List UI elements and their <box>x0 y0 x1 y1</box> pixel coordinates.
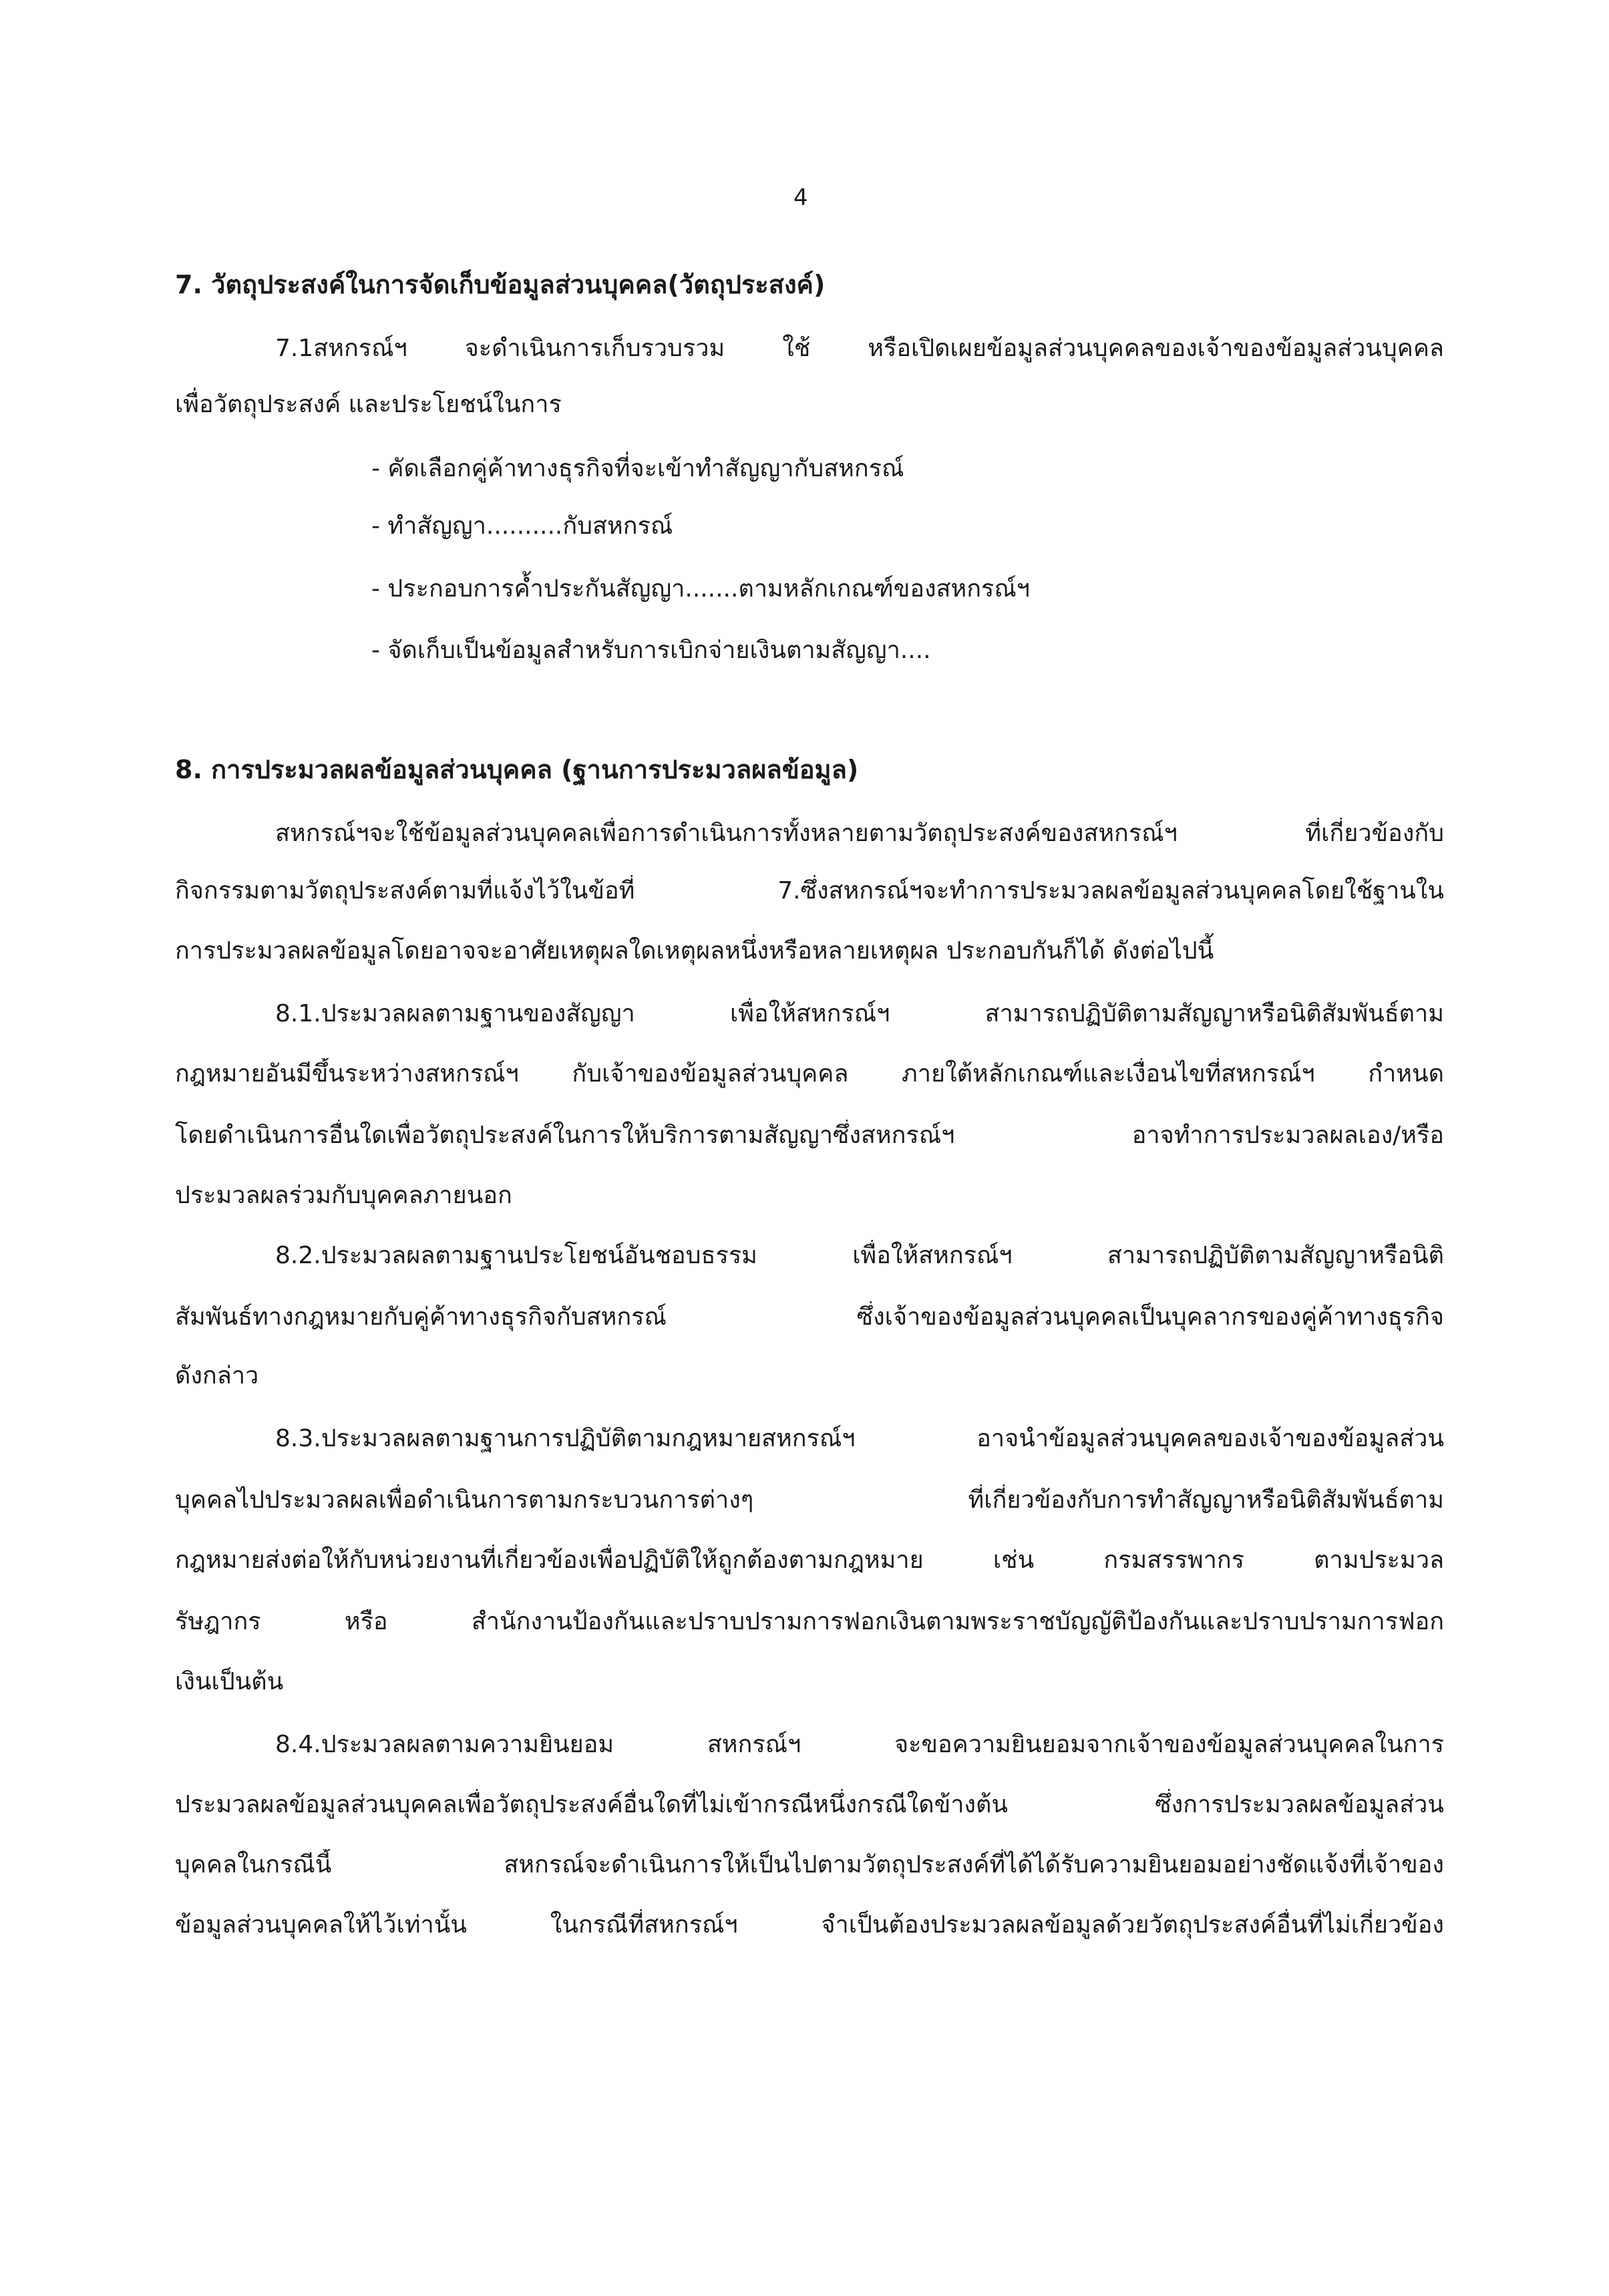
section-8-heading: 8. การประมวลผลข้อมูลส่วนบุคคล (ฐานการประมวลผลข้อมูล) <box>175 755 859 784</box>
section-8-4-line: ข้อมูลส่วนบุคคลให้ไว้เท่านั้น ในกรณีที่สหกรณ์ฯ จำเป็นต้องประมวลผลข้อมูลด้วยวัตถุประสงค์อื่นที่ไม่เกี่ยวข้อง <box>175 1911 1444 1939</box>
section-8-4-line: 8.4.ประมวลผลตามความยินยอม สหกรณ์ฯ จะขอความยินยอมจากเจ้าของข้อมูลส่วนบุคคลในการ <box>275 1731 1444 1758</box>
section-8-intro-line: กิจกรรมตามวัตถุประสงค์ตามที่แจ้งไว้ในข้อที่ 7.ซึ่งสหกรณ์ฯจะทำการประมวลผลข้อมูลส่วนบุคคลโดยใช้ฐานใน <box>175 877 1444 905</box>
section-8-3-line: เงินเป็นต้น <box>175 1668 284 1695</box>
page-number: 4 <box>793 184 808 211</box>
section-8-4-line: ประมวลผลข้อมูลส่วนบุคคลเพื่อวัตถุประสงค์อื่นใดที่ไม่เข้ากรณีหนึ่งกรณีใดข้างต้น ซึ่งการประมวลผลข้อมูลส่วน <box>175 1791 1444 1818</box>
section-7-paragraph-line: เพื่อวัตถุประสงค์ และประโยชน์ในการ <box>175 391 562 418</box>
section-8-1-line: 8.1.ประมวลผลตามฐานของสัญญา เพื่อให้สหกรณ์ฯ สามารถปฏิบัติตามสัญญาหรือนิติสัมพันธ์ตาม <box>275 1000 1444 1027</box>
section-8-2-line: สัมพันธ์ทางกฎหมายกับคู่ค้าทางธุรกิจกับสหกรณ์ ซึ่งเจ้าของข้อมูลส่วนบุคคลเป็นบุคลากรของคู่ค้าทางธุรกิจ <box>175 1303 1444 1331</box>
section-7-bullet: - ประกอบการค้ำประกันสัญญา.......ตามหลักเกณฑ์ของสหกรณ์ฯ <box>371 575 1030 603</box>
section-8-1-line: ประมวลผลร่วมกับบุคคลภายนอก <box>175 1182 512 1209</box>
section-8-4-line: บุคคลในกรณีนี้ สหกรณ์จะดำเนินการให้เป็นไปตามวัตถุประสงค์ที่ได้ได้รับความยินยอมอย่างชัดแจ้งที่เจ้าของ <box>175 1851 1444 1878</box>
section-7-paragraph-line: 7.1สหกรณ์ฯ จะดำเนินการเก็บรวบรวม ใช้ หรือเปิดเผยข้อมูลส่วนบุคคลของเจ้าของข้อมูลส่วนบุคคล <box>275 335 1444 362</box>
section-7-bullet: - คัดเลือกคู่ค้าทางธุรกิจที่จะเข้าทำสัญญากับสหกรณ์ <box>371 455 904 482</box>
section-8-intro-line: การประมวลผลข้อมูลโดยอาจจะอาศัยเหตุผลใดเหตุผลหนึ่งหรือหลายเหตุผล ประกอบกันก็ได้ ดังต่อไปนี้ <box>175 937 1214 965</box>
section-8-3-line: กฎหมายส่งต่อให้กับหน่วยงานที่เกี่ยวข้องเพื่อปฏิบัติให้ถูกต้องตามกฎหมาย เช่น กรมสรรพากร ตามประมวล <box>175 1546 1444 1574</box>
section-7-bullet: - ทำสัญญา..........กับสหกรณ์ <box>371 512 673 540</box>
section-8-2-line: 8.2.ประมวลผลตามฐานประโยชน์อันชอบธรรม เพื่อให้สหกรณ์ฯ สามารถปฏิบัติตามสัญญาหรือนิติ <box>275 1242 1444 1269</box>
section-8-3-line: รัษฎากร หรือ สำนักงานป้องกันและปราบปรามการฟอกเงินตามพระราชบัญญัติป้องกันและปราบปรามการฟอก <box>175 1608 1444 1635</box>
section-8-intro-line: สหกรณ์ฯจะใช้ข้อมูลส่วนบุคคลเพื่อการดำเนินการทั้งหลายตามวัตถุประสงค์ของสหกรณ์ฯ ที่เกี่ยวข้องกับ <box>275 820 1444 847</box>
section-7-bullet: - จัดเก็บเป็นข้อมูลสำหรับการเบิกจ่ายเงินตามสัญญา.... <box>371 637 931 664</box>
section-8-3-line: บุคคลไปประมวลผลเพื่อดำเนินการตามกระบวนการต่างๆ ที่เกี่ยวข้องกับการทำสัญญาหรือนิติสัมพันธ์ตาม <box>175 1486 1444 1514</box>
section-7-heading: 7. วัตถุประสงค์ในการจัดเก็บข้อมูลส่วนบุคคล(วัตถุประสงค์) <box>175 270 826 299</box>
section-8-3-line: 8.3.ประมวลผลตามฐานการปฏิบัติตามกฎหมายสหกรณ์ฯ อาจนำข้อมูลส่วนบุคคลของเจ้าของข้อมูลส่วน <box>275 1425 1444 1452</box>
section-8-2-line: ดังกล่าว <box>175 1362 259 1389</box>
section-8-1-line: โดยดำเนินการอื่นใดเพื่อวัตถุประสงค์ในการให้บริการตามสัญญาซึ่งสหกรณ์ฯ อาจทำการประมวลผลเอง/หรือ <box>175 1122 1444 1149</box>
section-8-1-line: กฎหมายอันมีขึ้นระหว่างสหกรณ์ฯ กับเจ้าของข้อมูลส่วนบุคคล ภายใต้หลักเกณฑ์และเงื่อนไขที่สหกรณ์ฯ กำหนด <box>175 1060 1444 1088</box>
